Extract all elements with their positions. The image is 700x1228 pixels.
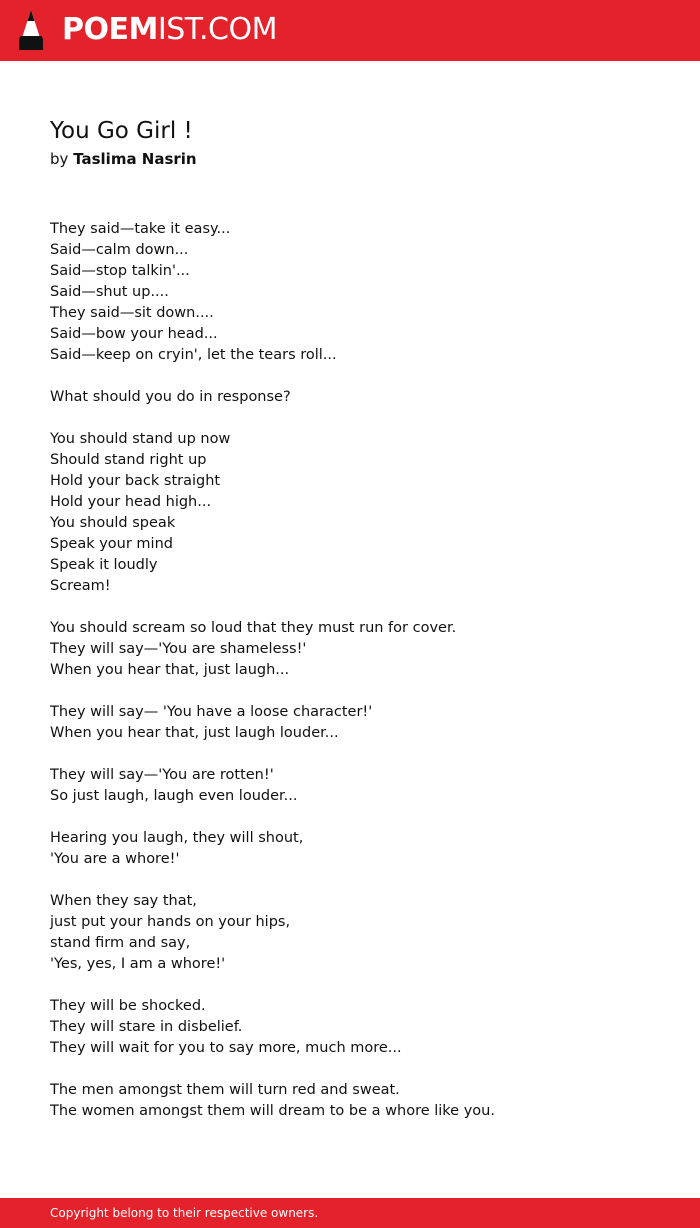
stanza — [50, 1080, 670, 1122]
pencil-icon — [17, 9, 45, 51]
stanza — [50, 429, 670, 597]
stanza — [50, 618, 670, 681]
poem-line: Speak it loudly — [50, 557, 158, 573]
poem-line: They will stare in disbelief. — [50, 1019, 243, 1035]
author-name: Taslima Nasrin — [73, 150, 197, 168]
poem-line: They will say—'You are shameless!' — [50, 641, 307, 657]
poem-body — [50, 219, 670, 1122]
poem-line: Scream! — [50, 578, 111, 594]
poem-line: Speak your mind — [50, 536, 173, 552]
logo-light-text: IST.COM — [157, 12, 277, 47]
poem-line: Said—calm down... — [50, 242, 189, 258]
stanza — [50, 702, 670, 744]
stanza — [50, 387, 670, 408]
poem-line: 'Yes, yes, I am a whore!' — [50, 956, 226, 972]
stanza — [50, 996, 670, 1059]
poem-line: Said—shut up.... — [50, 284, 169, 300]
stanza-gap — [50, 807, 670, 828]
logo-bold-text: POEM — [62, 12, 158, 47]
poem-line: Hearing you laugh, they will shout, — [50, 830, 304, 846]
poem-line: stand firm and say, — [50, 935, 191, 951]
poem-line: Said—keep on cryin', let the tears roll... — [50, 347, 337, 363]
stanza-gap — [50, 870, 670, 891]
poem-line: When you hear that, just laugh... — [50, 662, 290, 678]
poem-line: The men amongst them will turn red and sweat. — [50, 1082, 400, 1098]
poem-line: They will be shocked. — [50, 998, 206, 1014]
poem-line: They said—sit down.... — [50, 305, 214, 321]
stanza-gap — [50, 681, 670, 702]
poem-line: They will say—'You are rotten!' — [50, 767, 274, 783]
byline — [50, 148, 197, 170]
poem-line: They will wait for you to say more, much more... — [50, 1040, 402, 1056]
poem-title: You Go Girl ! — [50, 118, 193, 144]
stanza — [50, 828, 670, 870]
poem-line: Said—bow your head... — [50, 326, 218, 342]
poem-line: They will say— 'You have a loose character!' — [50, 704, 373, 720]
stanza-gap — [50, 597, 670, 618]
by-label: by — [50, 150, 69, 168]
poem-line: You should stand up now — [50, 431, 231, 447]
stanza-gap — [50, 744, 670, 765]
stanza-gap — [50, 1059, 670, 1080]
copyright-text: Copyright belong to their respective owners. — [50, 1206, 319, 1220]
poem-line: The women amongst them will dream to be a whore like you. — [50, 1103, 495, 1119]
stanza — [50, 891, 670, 975]
poem-line: You should speak — [50, 515, 176, 531]
poem-line: Said—stop talkin'... — [50, 263, 190, 279]
site-logo[interactable] — [62, 12, 277, 48]
site-header — [0, 0, 700, 61]
site-footer — [0, 1198, 700, 1228]
poem-line: So just laugh, laugh even louder... — [50, 788, 298, 804]
poem-line: What should you do in response? — [50, 389, 291, 405]
poem-line: When they say that, — [50, 893, 197, 909]
stanza-gap — [50, 975, 670, 996]
poem-line: When you hear that, just laugh louder... — [50, 725, 339, 741]
poem-line: Should stand right up — [50, 452, 207, 468]
stanza — [50, 219, 670, 366]
poem-line: 'You are a whore!' — [50, 851, 180, 867]
poem-line: You should scream so loud that they must run for cover. — [50, 620, 457, 636]
stanza — [50, 765, 670, 807]
stanza-gap — [50, 366, 670, 387]
poem-line: They said—take it easy... — [50, 221, 231, 237]
poem-line: Hold your back straight — [50, 473, 221, 489]
stanza-gap — [50, 408, 670, 429]
poem-line: Hold your head high... — [50, 494, 212, 510]
poem-line: just put your hands on your hips, — [50, 914, 291, 930]
